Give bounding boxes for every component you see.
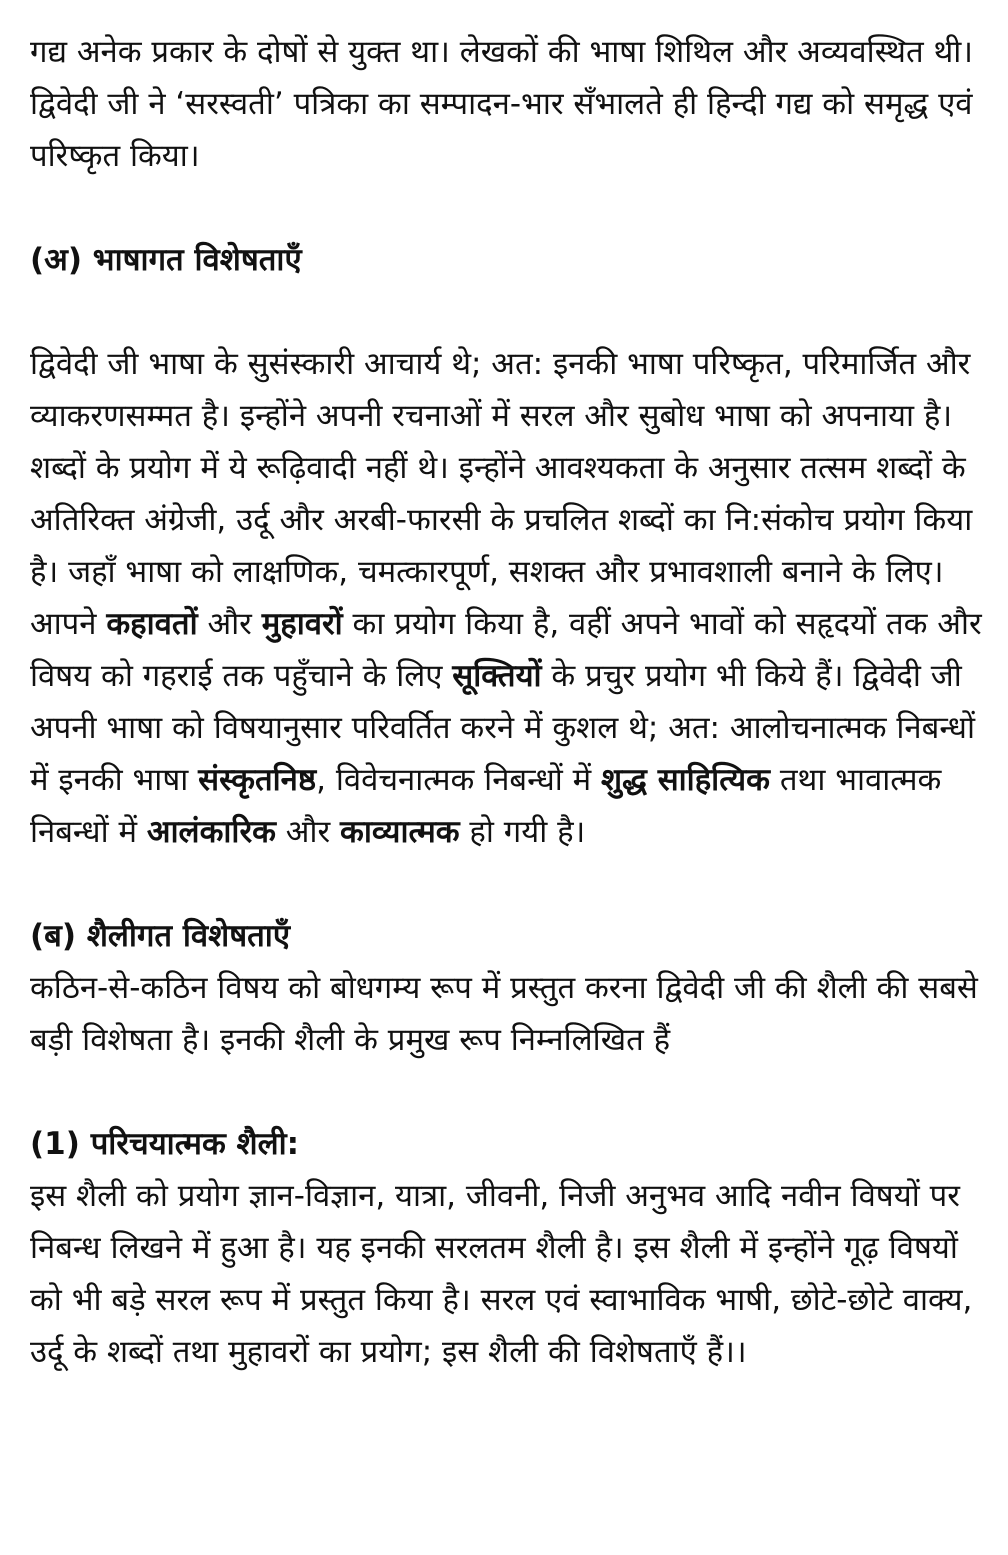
- bold-term-shuddh-sahityik: शुद्ध साहित्यिक: [601, 762, 770, 798]
- text-run: हो गयी है।: [459, 814, 586, 850]
- text-run: , विवेचनात्मक निबन्धों में: [316, 762, 602, 798]
- section-b-heading: (ब) शैलीगत विशेषताएँ: [30, 918, 290, 954]
- spacer: [30, 858, 990, 910]
- bold-term-alankarik: आलंकारिक: [146, 814, 276, 850]
- bold-term-kavyatmak: काव्यात्मक: [340, 814, 460, 850]
- text-run: तथा भावात्मक निबन्धों में: [30, 762, 942, 850]
- text-run: के प्रचुर प्रयोग भी किये हैं। द्विवेदी जी अपनी भाषा को विषयानुसार परिवर्तित करने में कुशल थे; अत: आलोचनात्मक निबन्धों में इनकी भाषा: [30, 658, 976, 798]
- document-page: [30, 26, 990, 1378]
- text-run: का प्रयोग किया है, वहीं अपने भावों को सहृदयों तक और विषय को गहराई तक पहुँचाने के लिए: [30, 606, 982, 694]
- spacer: [30, 182, 990, 234]
- bold-term-sanskritnishth: संस्कृतनिष्ठ: [198, 762, 317, 798]
- section-a-paragraph-1: द्विवेदी जी भाषा के सुसंस्कारी आचार्य थे; अत: इनकी भाषा परिष्कृत, परिमार्जित और व्याकरणसम्मत है। इन्होंने अपनी रचनाओं में सरल और सुबोध भाषा को अपनाया है। शब्दों के प्रयोग में ये रूढ़िवादी नहीं थे। इन्होंने आवश्यकता के अनुसार तत्सम शब्दों के अतिरिक्त अंग्रेजी, उर्दू और अरबी-फारसी के प्रचलित शब्दों का नि:संकोच प्रयोग किया है। जहाँ भाषा को लाक्षणिक, चमत्कारपूर्ण, सशक्त और प्रभावशाली बनाने के लिए।: [30, 346, 973, 590]
- section-a-paragraph-2: [30, 598, 990, 858]
- section-1-heading: (1) परिचयात्मक शैली:: [30, 1126, 300, 1162]
- bold-term-kahavaten: कहावतों: [106, 606, 198, 642]
- text-run: आपने: [30, 606, 107, 642]
- section-1-paragraph: इस शैली को प्रयोग ज्ञान-विज्ञान, यात्रा, जीवनी, निजी अनुभव आदि नवीन विषयों पर निबन्ध लिखने में हुआ है। यह इनकी सरलतम शैली है। इस शैली में इन्होंने गूढ़ विषयों को भी बड़े सरल रूप में प्रस्तुत किया है। सरल एवं स्वाभाविक भाषी, छोटे-छोटे वाक्य, उर्दू के शब्दों तथा मुहावरों का प्रयोग; इस शैली की विशेषताएँ हैं।।: [30, 1178, 973, 1370]
- section-b-paragraph: कठिन-से-कठिन विषय को बोधगम्य रूप में प्रस्तुत करना द्विवेदी जी की शैली की सबसे बड़ी विशेषता है। इनकी शैली के प्रमुख रूप निम्नलिखित हैं: [30, 970, 978, 1058]
- text-run: और: [197, 606, 262, 642]
- spacer: [30, 286, 990, 338]
- text-run: और: [275, 814, 341, 850]
- bold-term-suktiyon: सूक्तियों: [452, 658, 542, 694]
- spacer: [30, 1066, 990, 1118]
- section-a-heading: (अ) भाषागत विशेषताएँ: [30, 242, 302, 278]
- intro-paragraph: गद्य अनेक प्रकार के दोषों से युक्त था। लेखकों की भाषा शिथिल और अव्यवस्थित थी। द्विवेदी जी ने ‘सरस्वती’ पत्रिका का सम्पादन-भार सँभालते ही हिन्दी गद्य को समृद्ध एवं परिष्कृत किया।: [30, 34, 974, 174]
- bold-term-muhavaron: मुहावरों: [261, 606, 343, 642]
